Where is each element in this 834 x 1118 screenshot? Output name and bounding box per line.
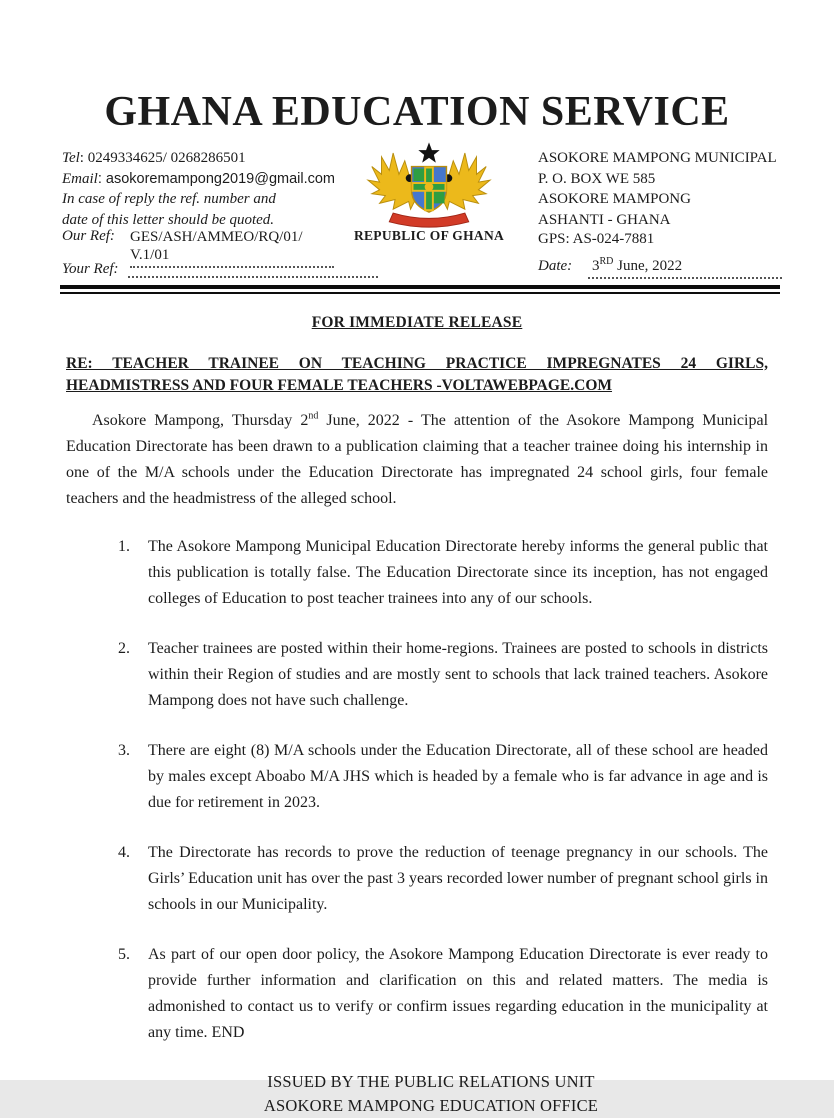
contact-block <box>62 148 352 230</box>
address-line: ASOKORE MAMPONG <box>538 191 691 207</box>
date-value: 3RD June, 2022 <box>588 258 782 279</box>
list-item-number: 3. <box>118 742 130 759</box>
ghana-coat-of-arms-icon <box>366 141 492 227</box>
date-label: Date: <box>538 258 573 274</box>
intro-paragraph: Asokore Mampong, Thursday 2nd June, 2022 - The attention of the Asokore Mampong Municipal Education Directorate has been drawn to a publication claiming that a teacher trainee doing his internship in one of the M/A schools under the Education Directorate has impregnated 24 school girls, four female teachers and the headmistress of the alleged school. <box>66 410 769 507</box>
list-item <box>118 942 768 1046</box>
address-line: P. O. BOX WE 585 <box>538 170 656 187</box>
your-ref-blank-line <box>128 261 378 278</box>
organization-title: GHANA EDUCATION SERVICE <box>104 89 730 135</box>
numbered-list <box>118 534 768 1046</box>
reply-note-line1: In case of reply the ref. number and <box>62 191 276 207</box>
subject-line2: HEADMISTRESS AND FOUR FEMALE TEACHERS -VOLTAWEBPAGE.COM <box>66 377 613 394</box>
address-line: ASOKORE MAMPONG MUNICIPAL <box>538 150 777 166</box>
letter-body <box>0 314 834 1118</box>
list-item <box>118 840 768 918</box>
sign-off-block <box>196 1070 666 1118</box>
list-item-text: Teacher trainees are posted within their home-regions. Trainees are posted to schools in districts within their Region of studies and are mostly sent to schools that lack trained teachers. Asokore Mampong does not have such challenge. <box>148 640 768 709</box>
list-item-text: The Asokore Mampong Municipal Education Directorate hereby informs the general public that this publication is totally false. The Education Directorate since its inception, has not engaged colleges of Education to post teacher trainees into any of our schools. <box>148 538 768 607</box>
crest-caption: REPUBLIC OF GHANA <box>353 228 505 243</box>
letterhead <box>0 0 834 297</box>
sign-off-line2: ASOKORE MAMPONG EDUCATION OFFICE <box>263 1096 599 1115</box>
gps-address: GPS: AS-024-7881 <box>538 231 655 247</box>
letterhead-divider <box>60 285 780 294</box>
list-item <box>118 636 768 714</box>
black-star-icon <box>418 142 439 162</box>
our-ref-value: GES/ASH/AMMEO/RQ/01/ V.1/01 <box>130 228 334 268</box>
address-block <box>538 148 788 230</box>
address-line: ASHANTI - GHANA <box>538 211 671 228</box>
list-item-text: The Directorate has records to prove the reduction of teenage pregnancy in our schools. The Girls’ Education unit has over the past 3 years recorded lower number of pregnant school girls in schools in our Municipality. <box>148 844 768 913</box>
list-item-number: 2. <box>118 640 130 657</box>
sign-off-line1: ISSUED BY THE PUBLIC RELATIONS UNIT <box>267 1072 595 1091</box>
email-line: Email: asokoremampong2019@gmail.com <box>62 170 336 187</box>
subject-line1: RE: TEACHER TRAINEE ON TEACHING PRACTICE IMPREGNATES 24 GIRLS, <box>66 355 768 372</box>
subject-heading <box>66 353 768 396</box>
list-item-number: 5. <box>118 946 130 963</box>
list-item <box>118 534 768 612</box>
list-item-number: 4. <box>118 844 130 861</box>
list-item <box>118 738 768 816</box>
reply-note-line2: date of this letter should be quoted. <box>62 211 275 228</box>
list-item-number: 1. <box>118 538 130 555</box>
your-ref-label: Your Ref: <box>62 261 119 277</box>
list-item-text: There are eight (8) M/A schools under the Education Directorate, all of these school are headed by males except Aboabo M/A JHS which is headed by a female who is far advance in age and is due for retirement in 2023. <box>148 742 768 811</box>
tel-line: Tel: 0249334625/ 0268286501 <box>62 150 246 166</box>
release-heading: FOR IMMEDIATE RELEASE <box>311 314 523 331</box>
our-ref-label: Our Ref: <box>62 228 115 244</box>
list-item-text: As part of our open door policy, the Asokore Mampong Education Directorate is ever ready to provide further information and clarification on this and related matters. The media is admonished to contact us to verify or confirm issues regarding education in the municipality at any time. END <box>148 946 768 1041</box>
